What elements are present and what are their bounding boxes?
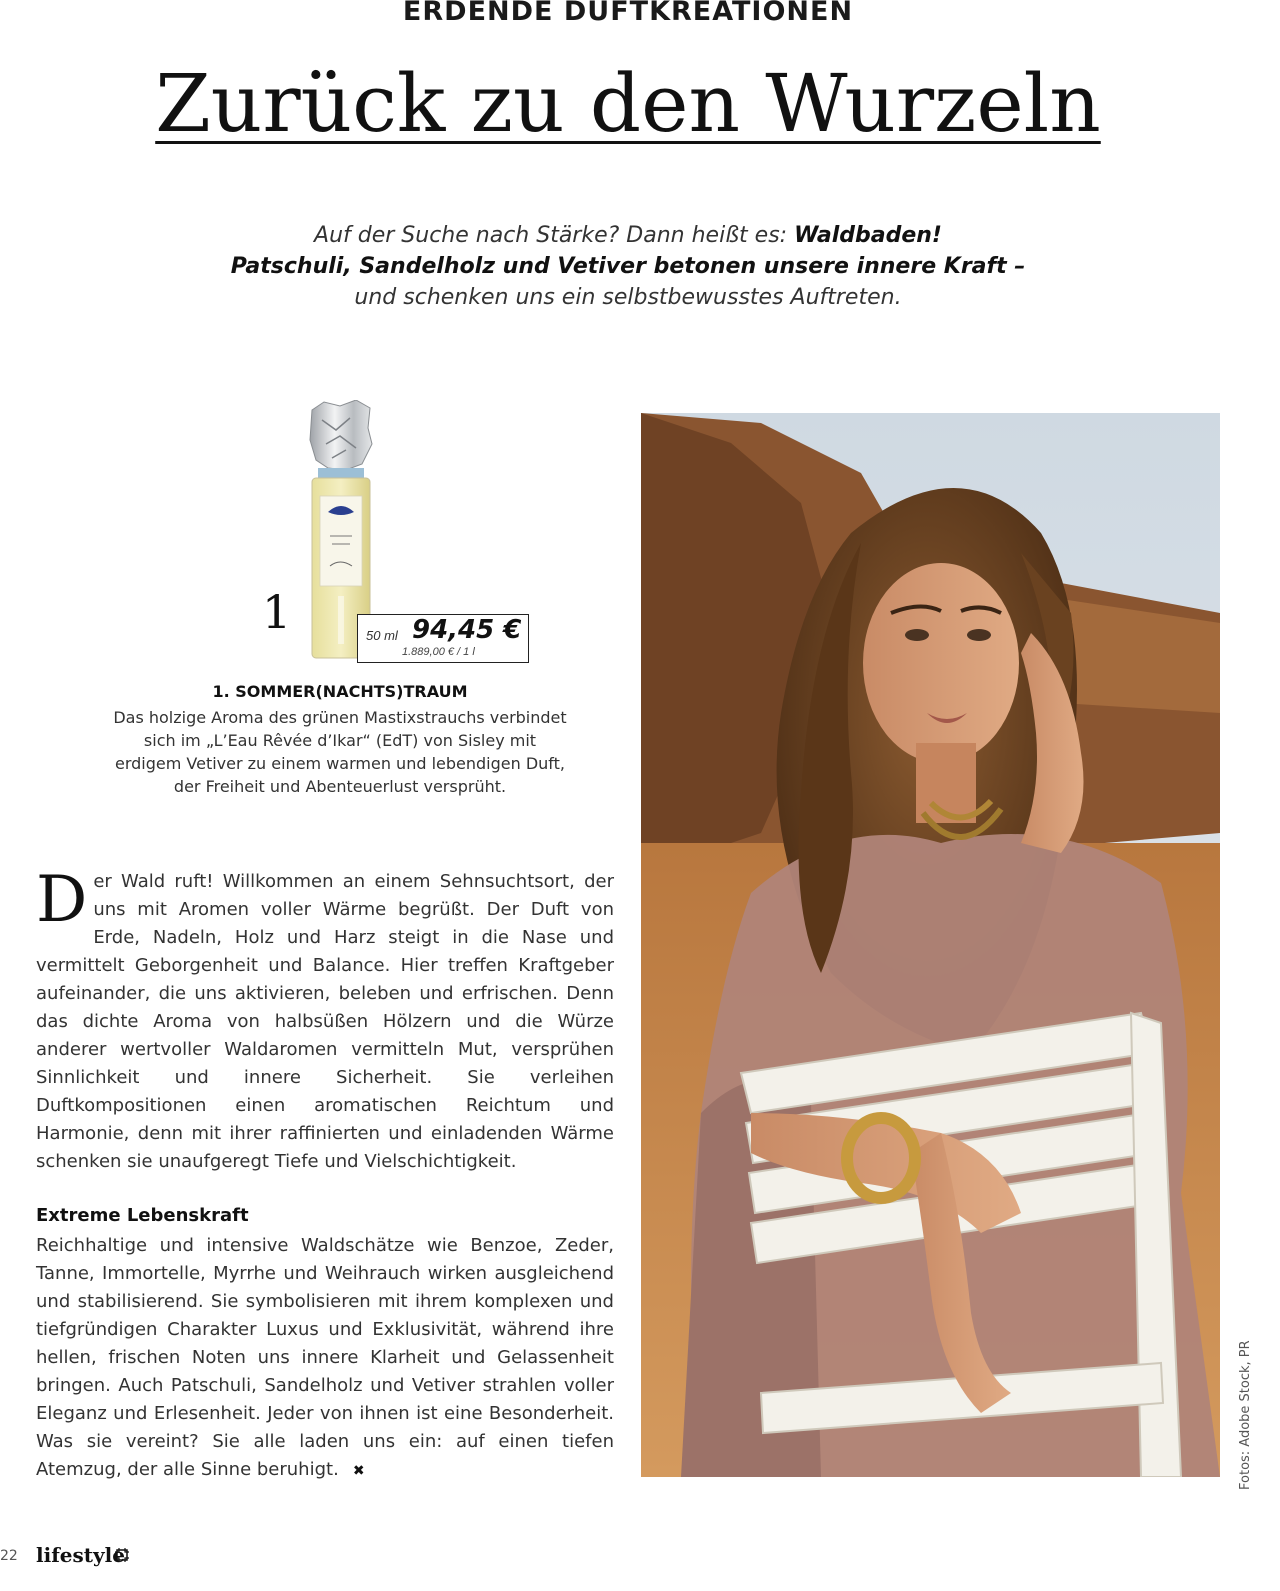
- article-paragraph-2: [36, 1232, 614, 1485]
- article-subheading: Extreme Lebenskraft: [36, 1205, 249, 1226]
- intro-line-3: und schenken uns ein selbstbewusstes Auftreten.: [354, 285, 902, 310]
- magazine-logo: lifestyle: [36, 1543, 125, 1567]
- intro-line-1-bold: Waldbaden!: [794, 223, 942, 248]
- page-title: [0, 56, 1256, 152]
- price-box: [357, 614, 529, 663]
- product-price: 94,45 €: [412, 615, 522, 645]
- article-paragraph-2-text: Reichhaltige und intensive Waldschätze wie Benzoe, Zeder, Tanne, Immortelle, Myrrhe und Weihrauch wirken ausgleichend und stabilisierend. Sie symbolisieren mit ihrem komplexen und tiefgründigen Charakter Luxus und Exklusivität, während ihre hellen, frischen Noten uns innere Klarheit und Gelassenheit bringen. Auch Patschuli, Sandelholz und Vetiver strahlen voller Eleganz und Erlesenheit. Jeder von ihnen ist eine Besonderheit. Was sie vereint? Sie alle laden uns ein: auf einen tiefen Atemzug, der alle Sinne beruhigt.: [36, 1235, 614, 1480]
- product-unit-price: 1.889,00 € / 1 l: [402, 646, 475, 658]
- intro-text: [0, 220, 1256, 313]
- article-paragraph-1-text: er Wald ruft! Willkommen an einem Sehnsuchtsort, der uns mit Aromen voller Wärme begrüßt. Der Duft von Erde, Nadeln, Holz und Harz steigt in die Nase und vermittelt Geborgenheit und Balance. Hier treffen Kraftgeber aufeinander, die uns aktivieren, beleben und erfrischen. Denn das dichte Aroma von halbsüßen Hölzern und die Würze anderer wertvoller Waldaromen vermitteln Mut, versprühen Sinnlichkeit und innere Sicherheit. Sie verleihen Duftkompositionen einen aromatischen Reichtum und Harmonie, denn mit ihrer raffinierten und einladenden Wärme schenken sie unaufgeregt Tiefe und Vielschichtigkeit.: [36, 871, 614, 1172]
- intro-line-1-light: Auf der Suche nach Stärke? Dann heißt es:: [314, 223, 795, 248]
- product-description: Das holzige Aroma des grünen Mastixstrauchs verbindet sich im „L’Eau Rêvée d’Ikar“ (EdT) von Sisley mit erdigem Vetiver zu einem warmen und lebendigen Duft, der Freiheit und Abenteuerlust versprüht.: [113, 708, 567, 796]
- drop-cap: D: [36, 863, 88, 937]
- page-number: 22: [0, 1548, 18, 1564]
- photo-credit: Fotos: Adobe Stock, PR: [1238, 1340, 1253, 1490]
- product-name: 1. SOMMER(NACHTS)TRAUM: [212, 682, 468, 701]
- intro-line-2: Patschuli, Sandelholz und Vetiver betonen unsere innere Kraft –: [230, 254, 1026, 279]
- end-mark-icon: ✖: [352, 1463, 365, 1479]
- product-number: 1: [262, 585, 292, 639]
- product-size: 50 ml: [366, 628, 398, 643]
- section-kicker: ERDENDE DUFTKREATIONEN: [402, 0, 854, 27]
- intro-line-1: [0, 220, 1256, 251]
- article-paragraph-1: [36, 863, 614, 1176]
- page-title-text: Zurück zu den Wurzeln: [155, 57, 1101, 150]
- model-photo: [641, 413, 1220, 1477]
- logo-ornament-icon: [114, 1547, 130, 1563]
